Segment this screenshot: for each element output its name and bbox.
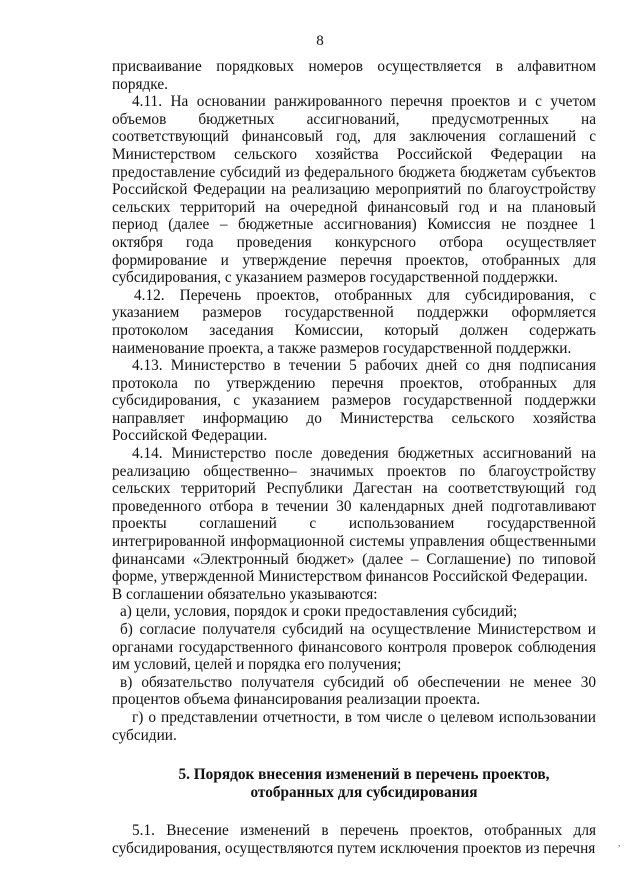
paragraph-continuation: присваивание порядковых номеров осуществляется в алфавитном порядке.: [112, 58, 596, 93]
agreement-item-a: а) цели, условия, порядок и сроки предоставления субсидий;: [120, 603, 518, 621]
paragraph-5-1: 5.1. Внесение изменений в перечень проектов, отобранных для субсидирования, осуществляются путем исключения проектов из перечня: [112, 822, 596, 857]
section-5-heading-line-2: отобранных для субсидирования: [250, 784, 478, 802]
agreement-item-b: б) согласие получателя субсидий на осуществление Министерством и органами государственного финансового контроля проверок соблюдения им условий, целей и порядка его получения;: [112, 621, 596, 674]
paragraph-4-12: 4.12. Перечень проектов, отобранных для субсидирования, с указанием размеров государственной поддержки оформляется протоколом заседания Комиссии, который должен содержать наименование проекта, а также размеров государственной поддержки.: [112, 286, 596, 357]
agreement-intro: В соглашении обязательно указываются:: [112, 585, 378, 603]
section-5-heading: [112, 766, 596, 802]
scan-mark: ,: [618, 838, 621, 848]
paragraph-4-14: 4.14. Министерство после доведения бюджетных ассигнований на реализацию общественно– значимых проектов по благоустройству сельских территорий Республики Дагестан на соответствующий год проведенного отбора в течении 30 календарных дней подготавливают проекты соглашений с использованием государственной интегрированной информационной системы управления общественными финансами «Электронный бюджет» (далее – Соглашение) по типовой форме, утвержденной Министерством финансов Российской Федерации.: [112, 445, 596, 586]
section-5-heading-line-1: 5. Порядок внесения изменений в перечень проектов,: [178, 766, 550, 784]
agreement-item-v: в) обязательство получателя субсидий об обеспечении не менее 30 процентов объема финансирования реализации проекта.: [112, 673, 596, 709]
page-number: 8: [316, 33, 324, 49]
paragraph-4-13: 4.13. Министерство в течении 5 рабочих дней со дня подписания протокола по утверждению перечня проектов, отобранных для субсидирования, с указанием размеров государственной поддержки направляет информацию до Министерства сельского хозяйства Российской Федерации.: [112, 357, 596, 445]
agreement-item-g: г) о представлении отчетности, в том числе о целевом использовании субсидии.: [112, 708, 596, 744]
document-body: [112, 58, 596, 857]
paragraph-4-11: 4.11. На основании ранжированного перечня проектов и с учетом объемов бюджетных ассигнований, предусмотренных на соответствующий финансовый год, для заключения соглашений с Министерством сельского хозяйства Российской Федерации на предоставление субсидий из федерального бюджета бюджетам субъектов Российской Федерации на реализацию мероприятий по благоустройству сельских территорий на очередной финансовый год и на плановый период (далее – бюджетные ассигнования) Комиссия не позднее 1 октября года проведения конкурсного отбора осуществляет формирование и утверждение перечня проектов, отобранных для субсидирования, с указанием размеров государственной поддержки.: [112, 93, 596, 287]
